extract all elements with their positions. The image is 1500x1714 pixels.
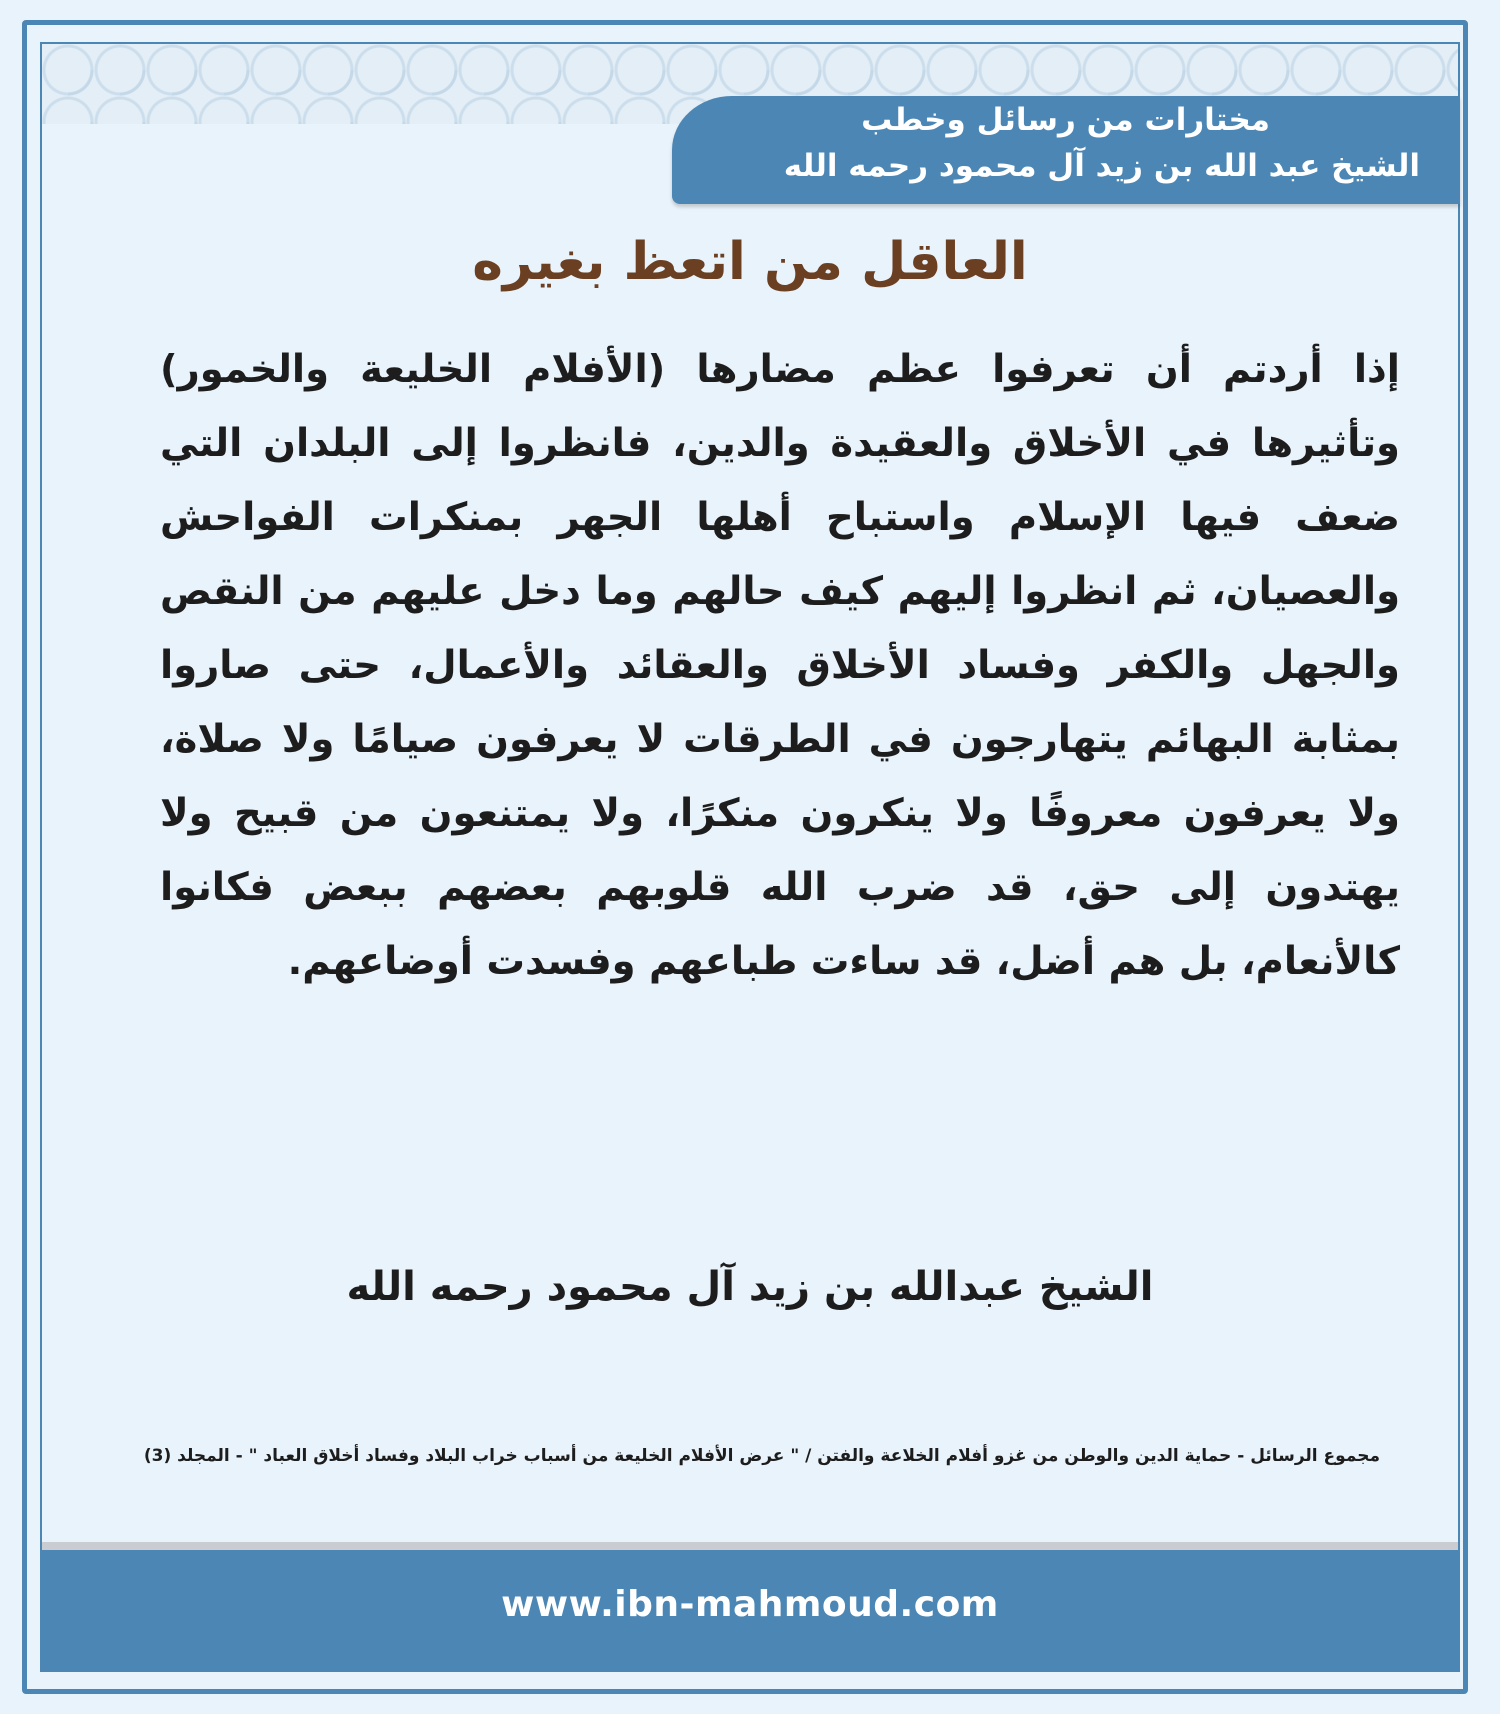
article-body: إذا أردتم أن تعرفوا عظم مضارها (الأفلام الخليعة والخمور) وتأثيرها في الأخلاق والعقيدة والدين، فانظروا إلى البلدان التي ضعف فيها الإسلام واستباح أهلها الجهر بمنكرات الفواحش والعصيان، ثم انظروا إليهم كيف حالهم وما دخل عليهم من النقص والجهل والكفر وفساد الأخلاق والعقائد والأعمال، حتى صاروا بمثابة البهائم يتهارجون في الطرقات لا يعرفون صيامًا ولا صلاة، ولا يعرفون معروفًا ولا ينكرون منكرًا، ولا يمتنعون من قبيح ولا يهتدون إلى حق، قد ضرب الله قلوبهم بعضهم ببعض فكانوا كالأنعام، بل هم أضل، قد ساءت طباعهم وفسدت أوضاعهم. (160, 347, 1400, 984)
footer-divider (42, 1542, 1458, 1550)
article-title: العاقل من اتعظ بغيره (472, 232, 1028, 292)
author-signature: الشيخ عبدالله بن زيد آل محمود رحمه الله (346, 1264, 1154, 1310)
header-banner (672, 96, 1460, 204)
footer-bar (42, 1550, 1458, 1670)
header-series-title: مختارات من رسائل وخطب (861, 102, 1270, 138)
header-author-name: الشيخ عبد الله بن زيد آل محمود رحمه الله (783, 148, 1420, 184)
source-citation: مجموع الرسائل - حماية الدين والوطن من غزو أفلام الخلاعة والفتن / " عرض الأفلام الخليعة من أسباب خراب البلاد وفساد أخلاق العباد " - المجلد (3) (143, 1446, 1380, 1466)
website-url: www.ibn-mahmoud.com (501, 1584, 999, 1625)
